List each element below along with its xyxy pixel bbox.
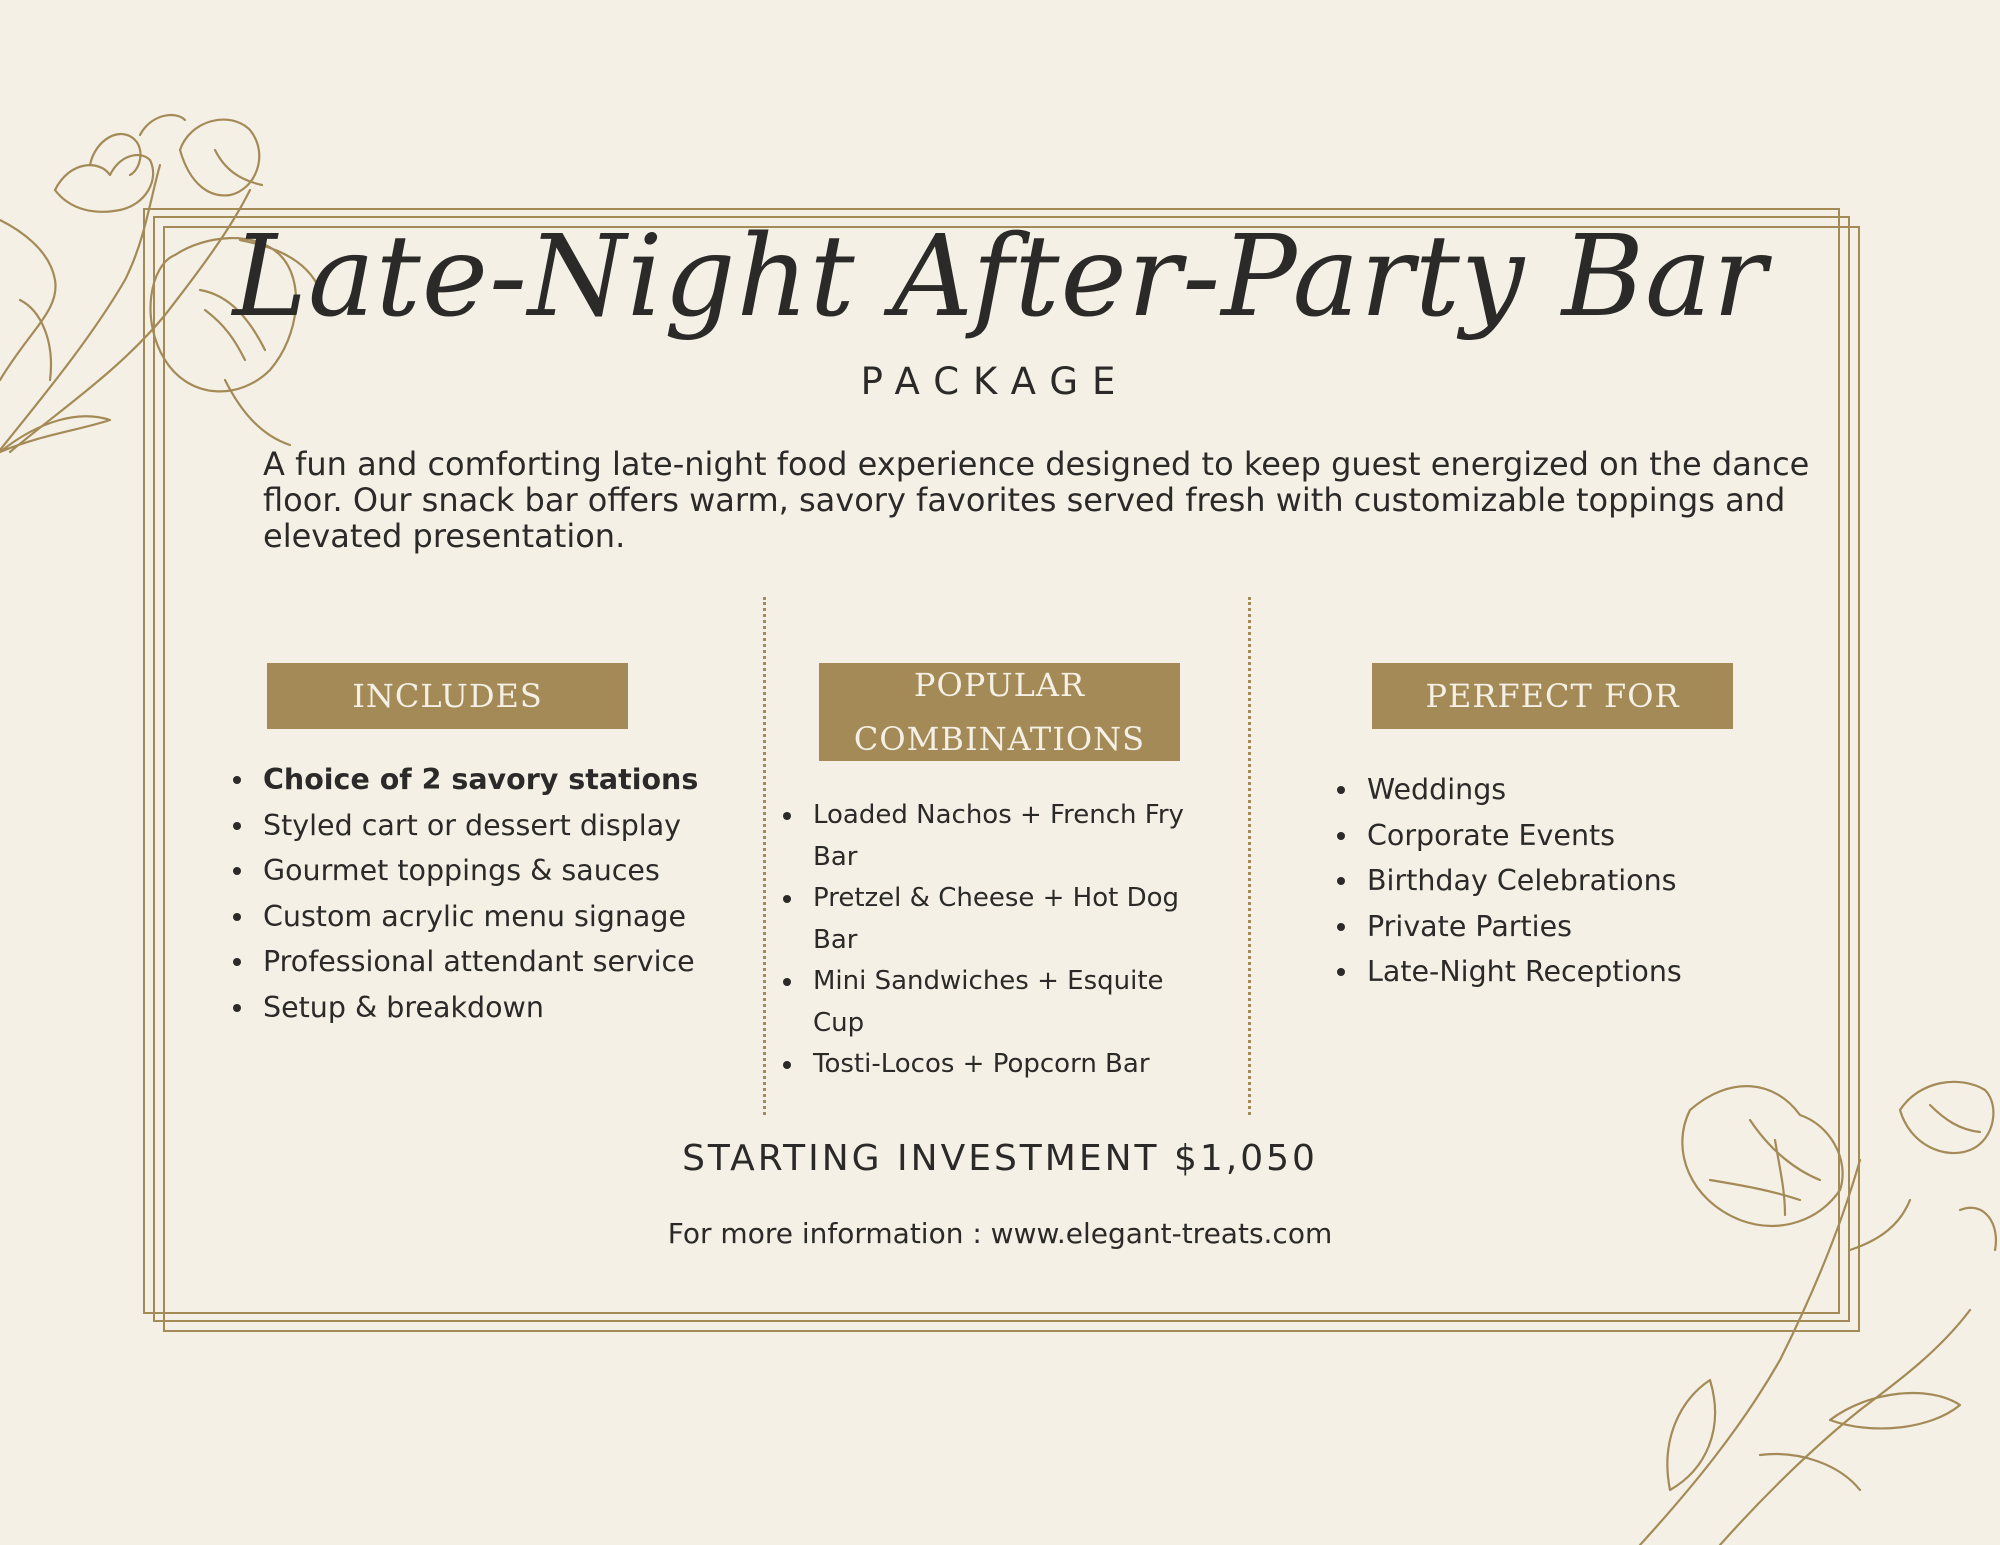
column-divider-right: [1248, 597, 1251, 1115]
list-item: Mini Sandwiches + Esquite Cup: [775, 961, 1215, 1044]
includes-header: INCLUDES: [267, 663, 628, 729]
page-subtitle: PACKAGE: [860, 360, 1130, 403]
list-item: Gourmet toppings & sauces: [225, 848, 745, 894]
popular-header-line2: COMBINATIONS: [853, 720, 1146, 758]
list-item: Choice of 2 savory stations: [225, 757, 745, 803]
includes-list: [225, 757, 745, 1030]
list-item: Private Parties: [1329, 904, 1769, 950]
list-item: Birthday Celebrations: [1329, 858, 1769, 904]
more-info-line: For more information : www.elegant-treats.com: [667, 1217, 1333, 1250]
list-item: Professional attendant service: [225, 939, 745, 985]
list-item: Pretzel & Cheese + Hot Dog Bar: [775, 878, 1215, 961]
list-item: Custom acrylic menu signage: [225, 894, 745, 940]
column-divider-left: [763, 597, 766, 1115]
popular-combinations-header: [819, 663, 1180, 761]
perfect-for-list: [1329, 767, 1769, 995]
list-item: Tosti-Locos + Popcorn Bar: [775, 1044, 1215, 1086]
page-title: Late-Night After-Party Bar: [232, 212, 1768, 342]
list-item: Setup & breakdown: [225, 985, 745, 1031]
list-item: Styled cart or dessert display: [225, 803, 745, 849]
list-item: Weddings: [1329, 767, 1769, 813]
popular-header-line1: POPULAR: [913, 666, 1086, 704]
perfect-for-header: PERFECT FOR: [1372, 663, 1733, 729]
list-item: Late-Night Receptions: [1329, 949, 1769, 995]
list-item: Loaded Nachos + French Fry Bar: [775, 795, 1215, 878]
starting-investment: STARTING INVESTMENT $1,050: [682, 1138, 1318, 1179]
intro-paragraph: A fun and comforting late-night food experience designed to keep guest energized on the dance floor. Our snack bar offers warm, savory favorites served fresh with customizable toppings and elevated presentation.: [263, 445, 1810, 555]
popular-combinations-list: [775, 795, 1215, 1086]
floral-illustration-bottom-right: [1600, 1050, 2000, 1545]
list-item: Corporate Events: [1329, 813, 1769, 859]
